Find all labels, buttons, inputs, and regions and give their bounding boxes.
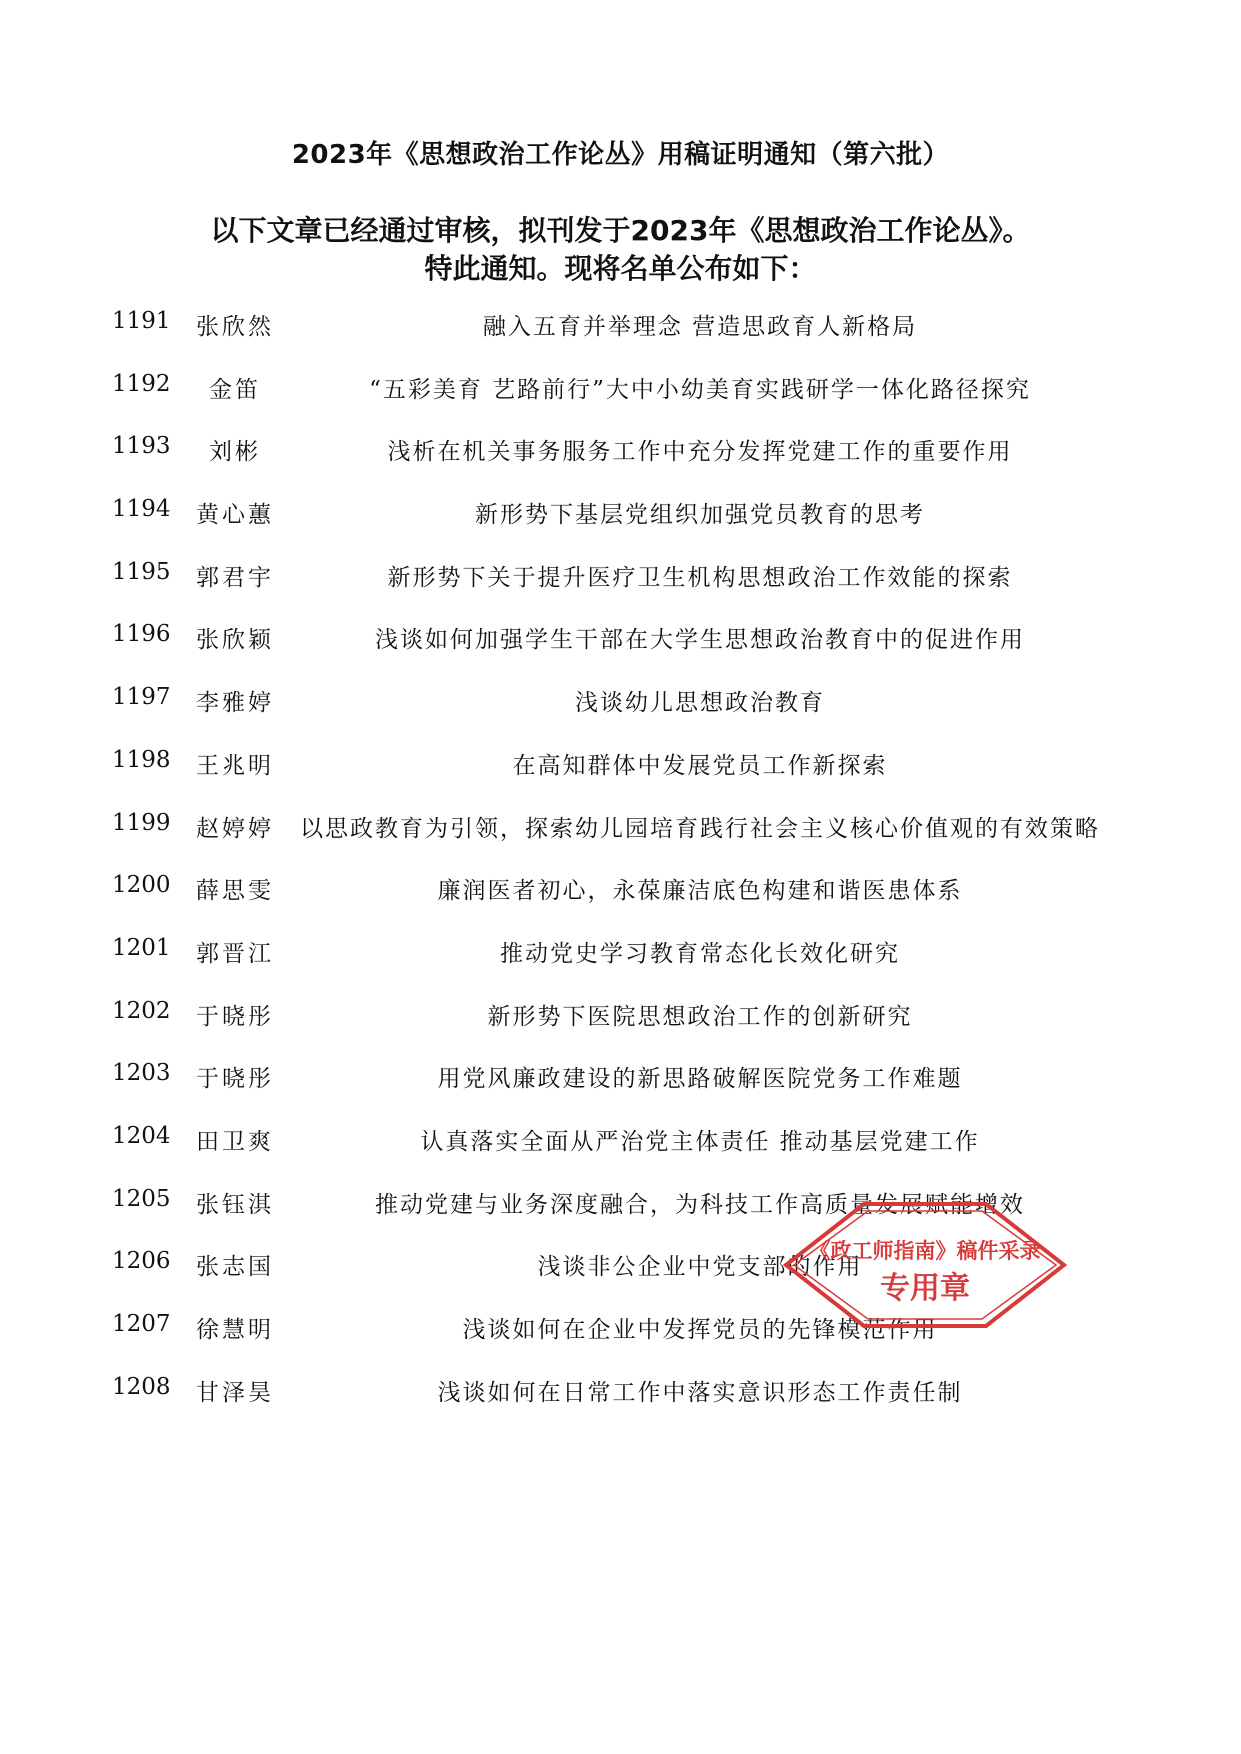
author-name: 王兆明 — [196, 752, 274, 779]
entry-number: 1200 — [112, 872, 171, 899]
author-name: 薛思雯 — [196, 878, 274, 905]
author-name: 甘泽昊 — [196, 1379, 274, 1406]
article-title: 以思政教育为引领，探索幼儿园培育践行社会主义核心价值观的有效策略 — [300, 815, 1100, 842]
entry-number: 1198 — [112, 746, 171, 773]
list-item — [0, 559, 1241, 622]
entry-number: 1195 — [112, 558, 171, 585]
list-item — [0, 684, 1241, 747]
intro-paragraph — [0, 212, 1241, 288]
list-item — [0, 935, 1241, 998]
official-stamp — [780, 1200, 1070, 1330]
entry-number: 1194 — [112, 496, 171, 523]
author-name: 徐慧明 — [196, 1317, 274, 1343]
author-name: 黄心蕙 — [196, 502, 274, 529]
entry-number: 1203 — [112, 1060, 171, 1087]
list-item — [0, 747, 1241, 810]
list-item — [0, 1060, 1241, 1123]
list-item — [0, 433, 1241, 496]
article-title: 浅析在机关事务服务工作中充分发挥党建工作的重要作用 — [387, 439, 1013, 466]
entry-number: 1202 — [112, 997, 171, 1024]
list-item — [0, 496, 1241, 559]
author-name: 刘彬 — [209, 439, 261, 466]
intro-line-1: 以下文章已经通过审核，拟刊发于2023年《思想政治工作论丛》。 — [210, 214, 1031, 247]
intro-line-2: 特此通知。现将名单公布如下： — [424, 252, 817, 285]
stamp-graphic — [780, 1200, 1070, 1330]
stamp-text-line-1: 《政工师指南》稿件采录 — [809, 1239, 1041, 1263]
list-item — [0, 998, 1241, 1061]
entry-number: 1193 — [112, 433, 171, 460]
author-name: 金笛 — [209, 376, 261, 403]
list-item — [0, 810, 1241, 873]
author-name: 张欣颖 — [196, 627, 274, 654]
author-name: 赵婷婷 — [196, 815, 274, 842]
article-title: 融入五育并举理念 营造思政育人新格局 — [482, 314, 918, 340]
author-name: 李雅婷 — [196, 690, 274, 717]
entry-number: 1206 — [112, 1248, 171, 1275]
stamp-text-line-2: 专用章 — [880, 1271, 970, 1306]
entry-number: 1196 — [112, 621, 171, 648]
author-name: 郭晋江 — [196, 940, 274, 967]
author-name: 郭君宇 — [196, 564, 274, 591]
entry-number: 1204 — [112, 1122, 171, 1149]
article-title: 推动党史学习教育常态化长效化研究 — [500, 940, 900, 967]
article-title: 浅谈非公企业中党支部的作用 — [537, 1254, 863, 1281]
article-title: 廉润医者初心，永葆廉洁底色构建和谐医患体系 — [437, 878, 963, 905]
article-title: 新形势下医院思想政治工作的创新研究 — [487, 1003, 913, 1030]
article-title: 浅谈如何加强学生干部在大学生思想政治教育中的促进作用 — [375, 627, 1025, 654]
entry-number: 1207 — [112, 1311, 171, 1337]
list-item — [0, 308, 1241, 371]
author-name: 张欣然 — [196, 314, 274, 340]
article-title: 用党风廉政建设的新思路破解医院党务工作难题 — [437, 1066, 963, 1093]
entry-number: 1197 — [112, 684, 171, 711]
list-item — [0, 1374, 1241, 1437]
author-name: 张志国 — [196, 1254, 274, 1281]
article-title: 浅谈如何在日常工作中落实意识形态工作责任制 — [437, 1379, 963, 1406]
list-item — [0, 872, 1241, 935]
entry-number: 1191 — [112, 308, 171, 334]
author-name: 张钰淇 — [196, 1191, 274, 1218]
article-title: 推动党建与业务深度融合，为科技工作高质量发展赋能增效 — [375, 1191, 1025, 1218]
document-title: 2023年《思想政治工作论丛》用稿证明通知（第六批） — [291, 140, 950, 170]
entry-number: 1199 — [112, 809, 171, 836]
article-title: “五彩美育 艺路前行”大中小幼美育实践研学一体化路径探究 — [369, 376, 1031, 403]
article-title: 在高知群体中发展党员工作新探索 — [512, 752, 888, 779]
list-item — [0, 1123, 1241, 1186]
article-title: 认真落实全面从严治党主体责任 推动基层党建工作 — [420, 1128, 980, 1155]
article-title: 浅谈幼儿思想政治教育 — [575, 690, 825, 717]
entry-number: 1205 — [112, 1185, 171, 1212]
list-item — [0, 371, 1241, 434]
article-title: 新形势下关于提升医疗卫生机构思想政治工作效能的探索 — [387, 564, 1013, 591]
list-item — [0, 621, 1241, 684]
author-name: 于晓彤 — [196, 1003, 274, 1030]
entry-number: 1208 — [112, 1373, 171, 1400]
entry-number: 1192 — [112, 370, 171, 397]
author-name: 田卫爽 — [196, 1128, 274, 1155]
article-title: 新形势下基层党组织加强党员教育的思考 — [475, 502, 925, 529]
author-name: 于晓彤 — [196, 1066, 274, 1093]
entry-number: 1201 — [112, 934, 171, 961]
article-title: 浅谈如何在企业中发挥党员的先锋模范作用 — [462, 1317, 938, 1343]
